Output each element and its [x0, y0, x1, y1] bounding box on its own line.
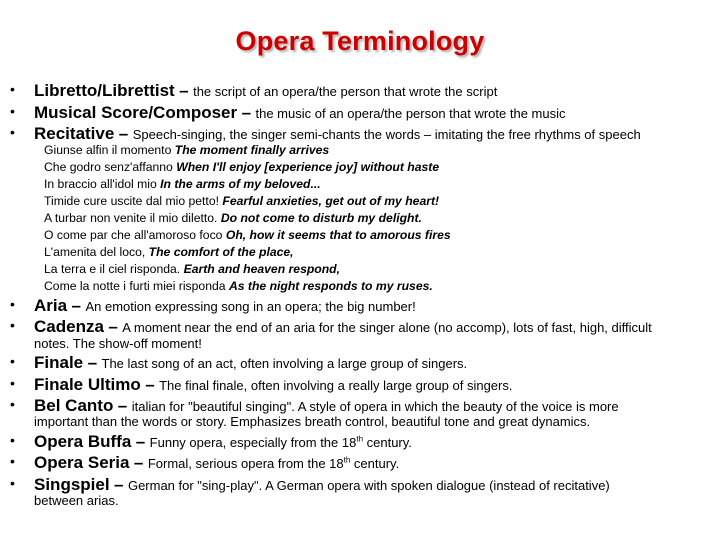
definition-text: century.	[363, 435, 412, 450]
ordinal-suffix: th	[343, 455, 351, 465]
term-definition	[148, 456, 399, 471]
bullet: •	[10, 375, 15, 391]
lyric-translation: The moment finally arrives	[174, 143, 330, 157]
term-name: Aria	[34, 296, 68, 315]
page-title: Opera Terminology	[235, 26, 485, 56]
bullet: •	[10, 396, 15, 412]
term-definition: The last song of an act, often involving a large group of singers.	[101, 356, 468, 371]
lyric-translation: In the arms of my beloved...	[160, 177, 321, 191]
lyric-translation: As the night responds to my ruses.	[228, 279, 433, 293]
lyric-italian: L'amenita del loco,	[44, 245, 149, 259]
term-definition: The final finale, often involving a really large group of singers.	[159, 378, 513, 393]
bullet: •	[10, 453, 15, 469]
lyric-line	[44, 279, 433, 293]
bullet: •	[10, 317, 15, 333]
lyric-italian: Giunse alfin il momento	[44, 143, 175, 157]
term-dash: –	[108, 317, 118, 336]
bullet: •	[10, 103, 15, 119]
lyric-translation: The comfort of the place,	[148, 245, 294, 259]
term-definition: A moment near the end of an aria for the singer alone (no accomp), lots of fast, high, difficult	[122, 320, 652, 335]
term-name: Bel Canto	[34, 396, 114, 415]
ordinal-suffix: th	[356, 434, 364, 444]
lyric-line	[44, 228, 451, 242]
term-definition-continued: notes. The show-off moment!	[34, 336, 202, 351]
term-name: Opera Seria	[34, 453, 130, 472]
term-name: Finale Ultimo	[34, 375, 141, 394]
bullet: •	[10, 124, 15, 140]
term-definition-continued: important than the words or story. Emphasizes breath control, beautiful tone and great dynamics.	[34, 414, 591, 429]
term-name: Opera Buffa	[34, 432, 132, 451]
term-dash: –	[241, 103, 252, 122]
term-definition: Speech-singing, the singer semi-chants the words – imitating the free rhythms of speech	[132, 127, 641, 142]
bullet: •	[10, 475, 15, 491]
lyric-translation: Do not come to disturb my delight.	[220, 211, 422, 225]
term-name: Libretto/Librettist	[34, 81, 175, 100]
term-dash: –	[118, 124, 129, 143]
term-dash: –	[179, 81, 189, 100]
term-definition: An emotion expressing song in an opera; the big number!	[85, 299, 416, 314]
lyric-line	[44, 160, 439, 174]
term-dash: –	[135, 432, 146, 451]
term-dash: –	[117, 396, 128, 415]
term-dash: –	[145, 375, 155, 394]
bullet: •	[10, 432, 15, 448]
lyric-translation: Oh, how it seems that to amorous fires	[225, 228, 451, 242]
definition-text: century.	[350, 456, 400, 471]
lyric-translation: Fearful anxieties, get out of my heart!	[222, 194, 440, 208]
term-dash: –	[87, 353, 98, 372]
lyric-line	[44, 262, 340, 276]
term-dash: –	[71, 296, 81, 315]
lyric-line	[44, 211, 422, 225]
term-definition: the script of an opera/the person that wrote the script	[193, 84, 498, 99]
term-dash: –	[133, 453, 144, 472]
lyric-translation: When I'll enjoy [experience joy] without haste	[176, 160, 440, 174]
term-name: Musical Score/Composer	[34, 103, 238, 122]
lyric-italian: In braccio all'idol mio	[44, 177, 161, 191]
lyric-line	[44, 194, 439, 208]
lyric-italian: La terra e il ciel risponda.	[44, 262, 184, 276]
lyric-translation: Earth and heaven respond,	[183, 262, 341, 276]
term-definition: German for "sing-play". A German opera with spoken dialogue (instead of recitative)	[127, 478, 610, 493]
term-definition: the music of an opera/the person that wrote the music	[255, 106, 566, 121]
lyric-italian: Come la notte i furti miei risponda	[44, 279, 229, 293]
definition-text: Funny opera, especially from the 18	[149, 435, 357, 450]
term-definition-continued: between arias.	[34, 493, 119, 508]
lyric-italian: O come par che all'amoroso foco	[44, 228, 226, 242]
term-name: Singspiel	[34, 475, 110, 494]
term-name: Recitative	[34, 124, 115, 143]
term-definition: italian for "beautiful singing". A style of opera in which the beauty of the voice is more	[131, 399, 619, 414]
lyric-line	[44, 177, 321, 191]
bullet: •	[10, 353, 15, 369]
lyric-italian: Che godro senz'affanno	[44, 160, 177, 174]
definition-text: Formal, serious opera from the 18	[147, 456, 344, 471]
term-dash: –	[114, 475, 124, 494]
bullet: •	[10, 296, 15, 312]
lyric-line	[44, 245, 294, 259]
lyric-italian: Timide cure uscite dal mio petto!	[44, 194, 223, 208]
term-name: Finale	[34, 353, 84, 372]
lyric-line	[44, 143, 329, 157]
lyric-italian: A turbar non venite il mio diletto.	[44, 211, 221, 225]
term-name: Cadenza	[34, 317, 104, 336]
bullet: •	[10, 81, 15, 97]
term-definition	[150, 435, 412, 450]
